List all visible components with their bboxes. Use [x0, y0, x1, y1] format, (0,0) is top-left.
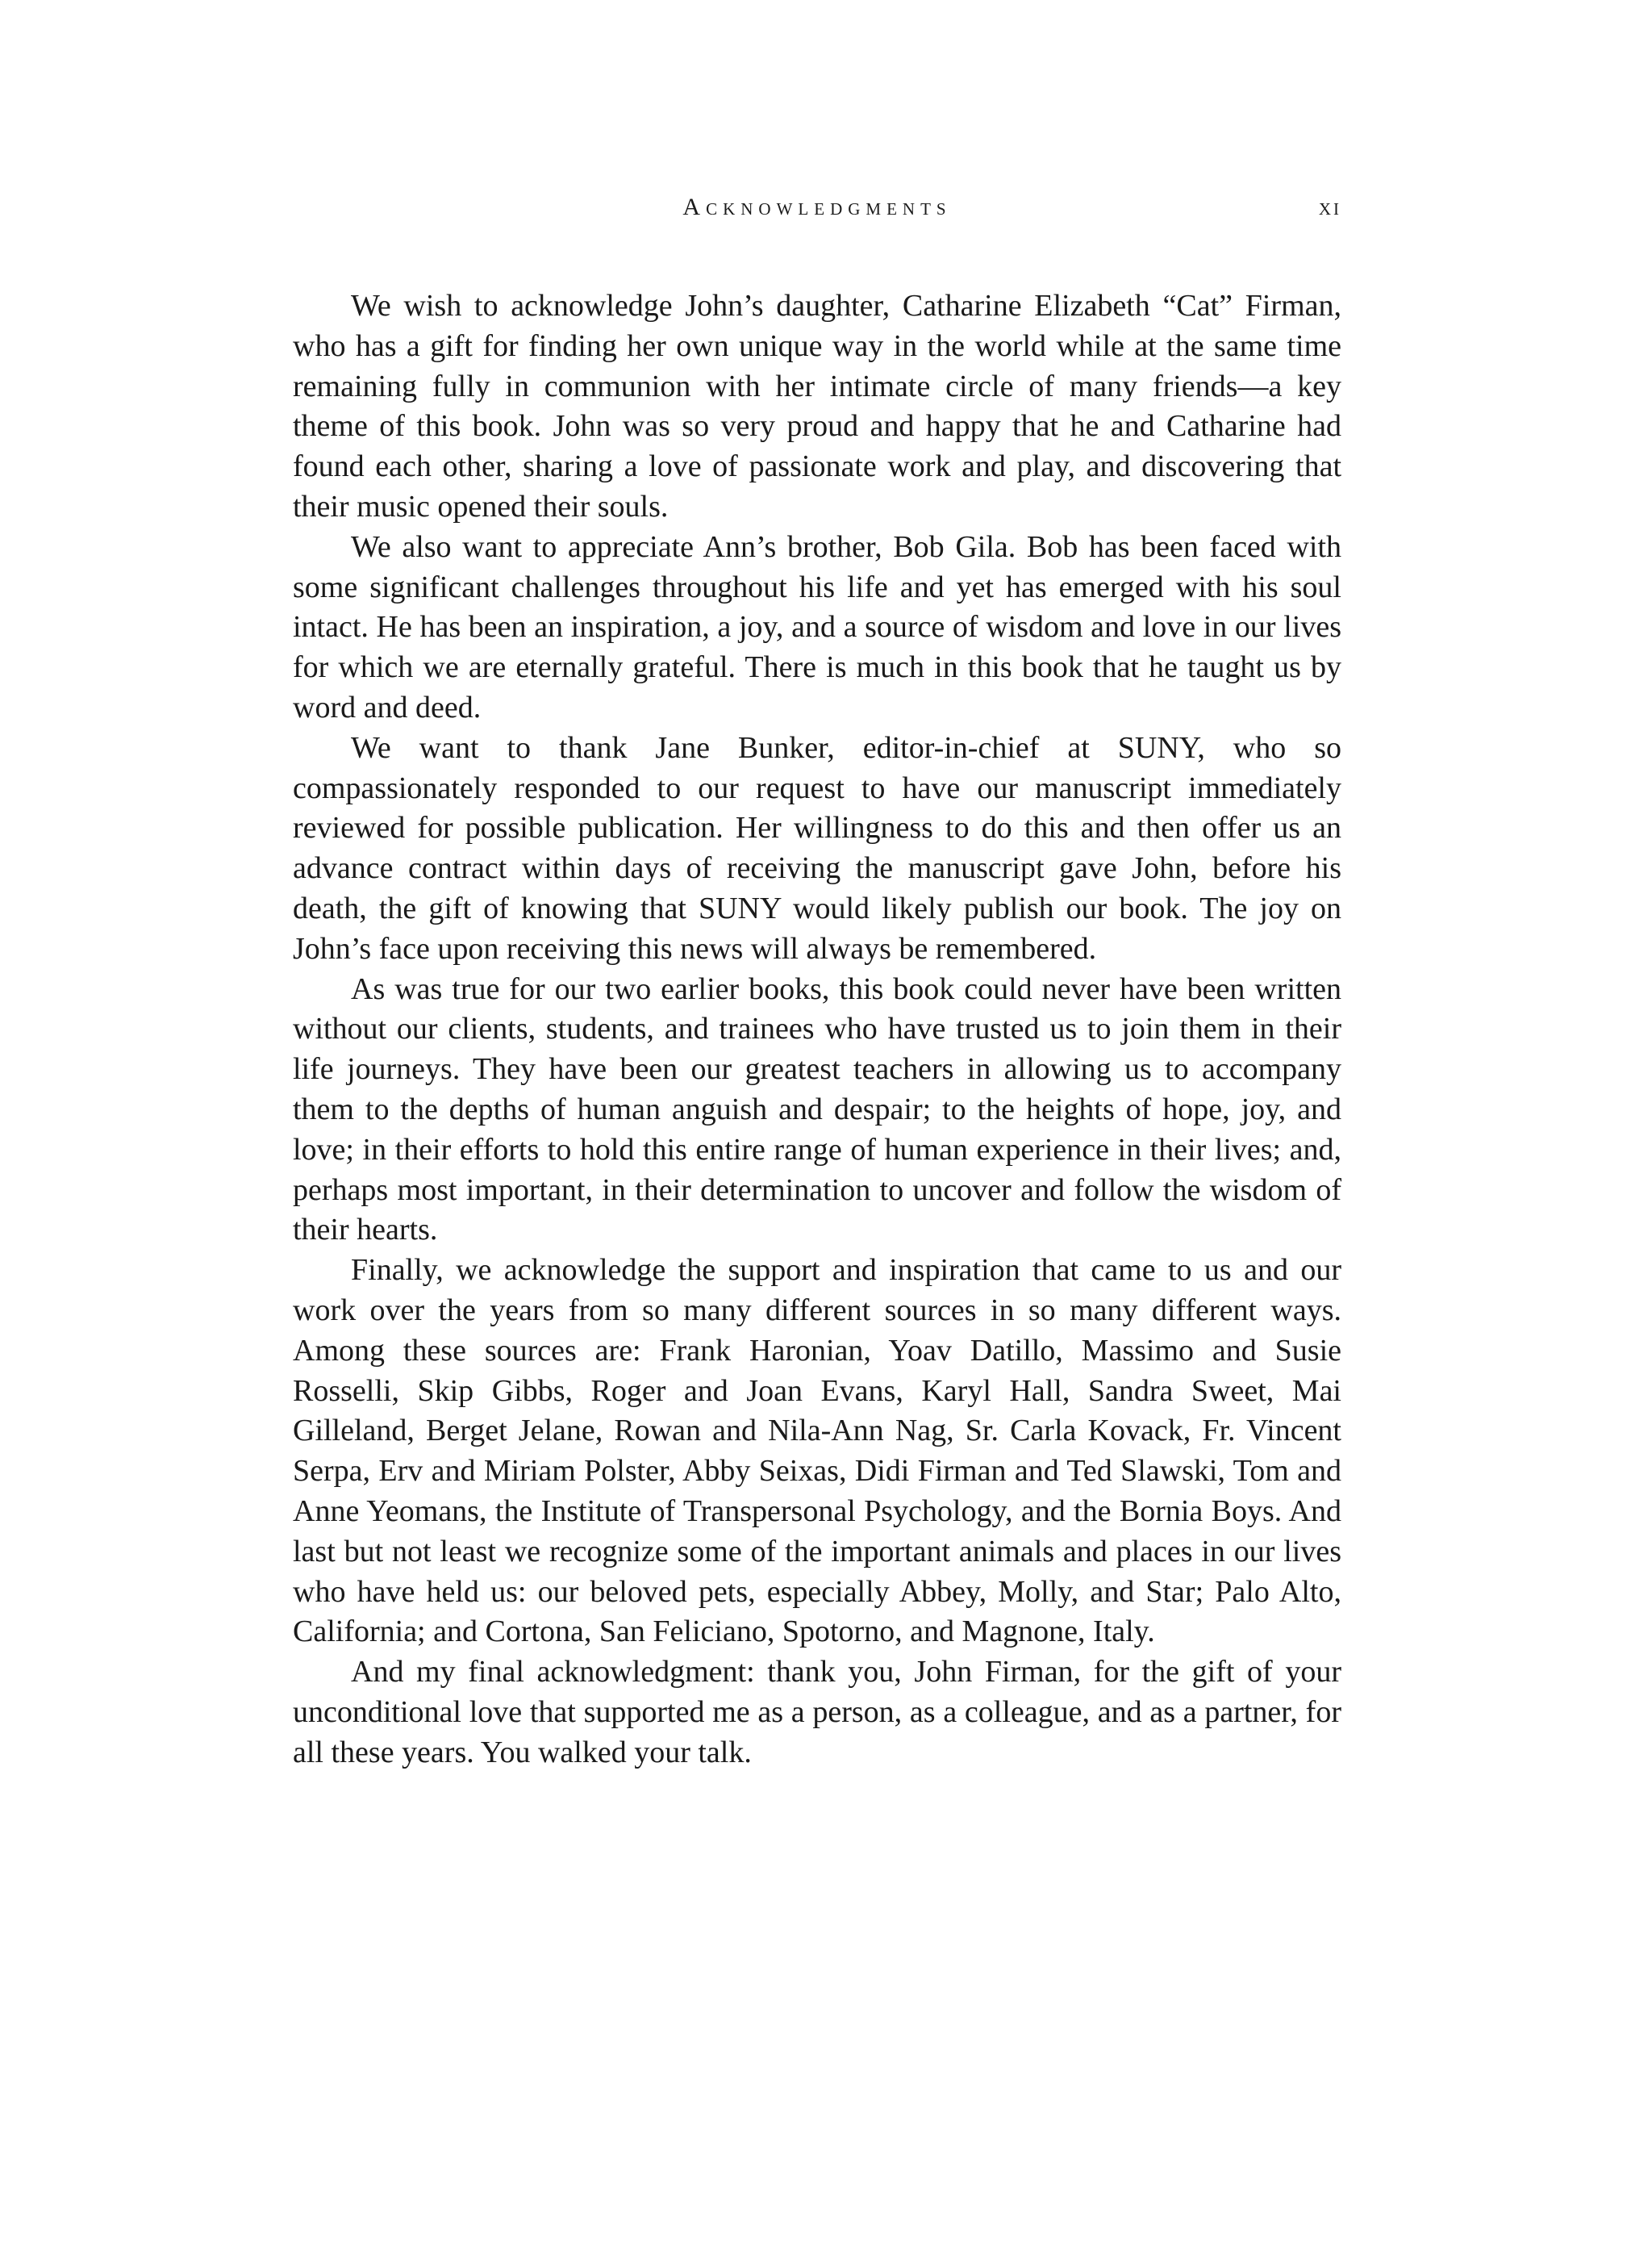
paragraph-clients: As was true for our two earlier books, this book could never have been written without our clients, students, and trainees who have trusted us to join them in their life journeys. They have been our greatest teachers in allowing us to accompany them to the depths of human anguish and despair; to the heights of hope, joy, and love; in their efforts to hold this entire range of human experience in their lives; and, perhaps most important, in their determination to uncover and follow the wisdom of their hearts. [293, 971, 1341, 1247]
running-head [293, 194, 1341, 234]
page-number: xi [1318, 194, 1341, 220]
paragraph-brother: We also want to appreciate Ann’s brother, Bob Gila. Bob has been faced with some significant challenges throughout his life and yet has emerged with his soul intact. He has been an inspiration, a joy, and a source of wisdom and love in our lives for which we are eternally grateful. There is much in this book that he taught us by word and deed. [293, 529, 1341, 725]
paragraph-editor: We want to thank Jane Bunker, editor-in-chief at SUNY, who so compassionately responded to our request to have our manuscript immediately reviewed for possible publication. Her willingness to do this and then offer us an advance contract within days of receiving the manuscript gave John, before his death, the gift of knowing that SUNY would likely publish our book. The joy on John’s face upon receiving this news will always be remembered. [293, 730, 1341, 966]
paragraph-final: And my final acknowledgment: thank you, John Firman, for the gift of your unconditional love that supported me as a person, as a colleague, and as a partner, for all these years. You walked your talk. [293, 1655, 1341, 1769]
paragraph-sources: Finally, we acknowledge the support and inspiration that came to us and our work over the years from so many different sources in so many different ways. Among these sources are: Frank Haronian, Yoav Datillo, Massimo and Susie Rosselli, Skip Gibbs, Roger and Joan Evans, Karyl Hall, Sandra Sweet, Mai Gilleland, Berget Jelane, Rowan and Nila-Ann Nag, Sr. Carla Kovack, Fr. Vincent Serpa, Erv and Miriam Polster, Abby Seixas, Didi Firman and Ted Slawski, Tom and Anne Yeomans, the Institute of Transpersonal Psychology, and the Bornia Boys. And last but not least we recognize some of the important animals and places in our lives who have held us: our beloved pets, especially Abbey, Molly, and Star; Palo Alto, California; and Cortona, San Feliciano, Spotorno, and Magnone, Italy. [293, 1253, 1341, 1649]
running-title: Acknowledgments [682, 194, 952, 220]
body-text [293, 286, 1341, 1773]
paragraph-daughter: We wish to acknowledge John’s daughter, Catharine Elizabeth “Cat” Firman, who has a gift for finding her own unique way in the world while at the same time remaining fully in communion with her intimate circle of many friends—a key theme of this book. John was so very proud and happy that he and Catharine had found each other, sharing a love of passionate work and play, and discovering that their music opened their souls. [293, 289, 1341, 524]
